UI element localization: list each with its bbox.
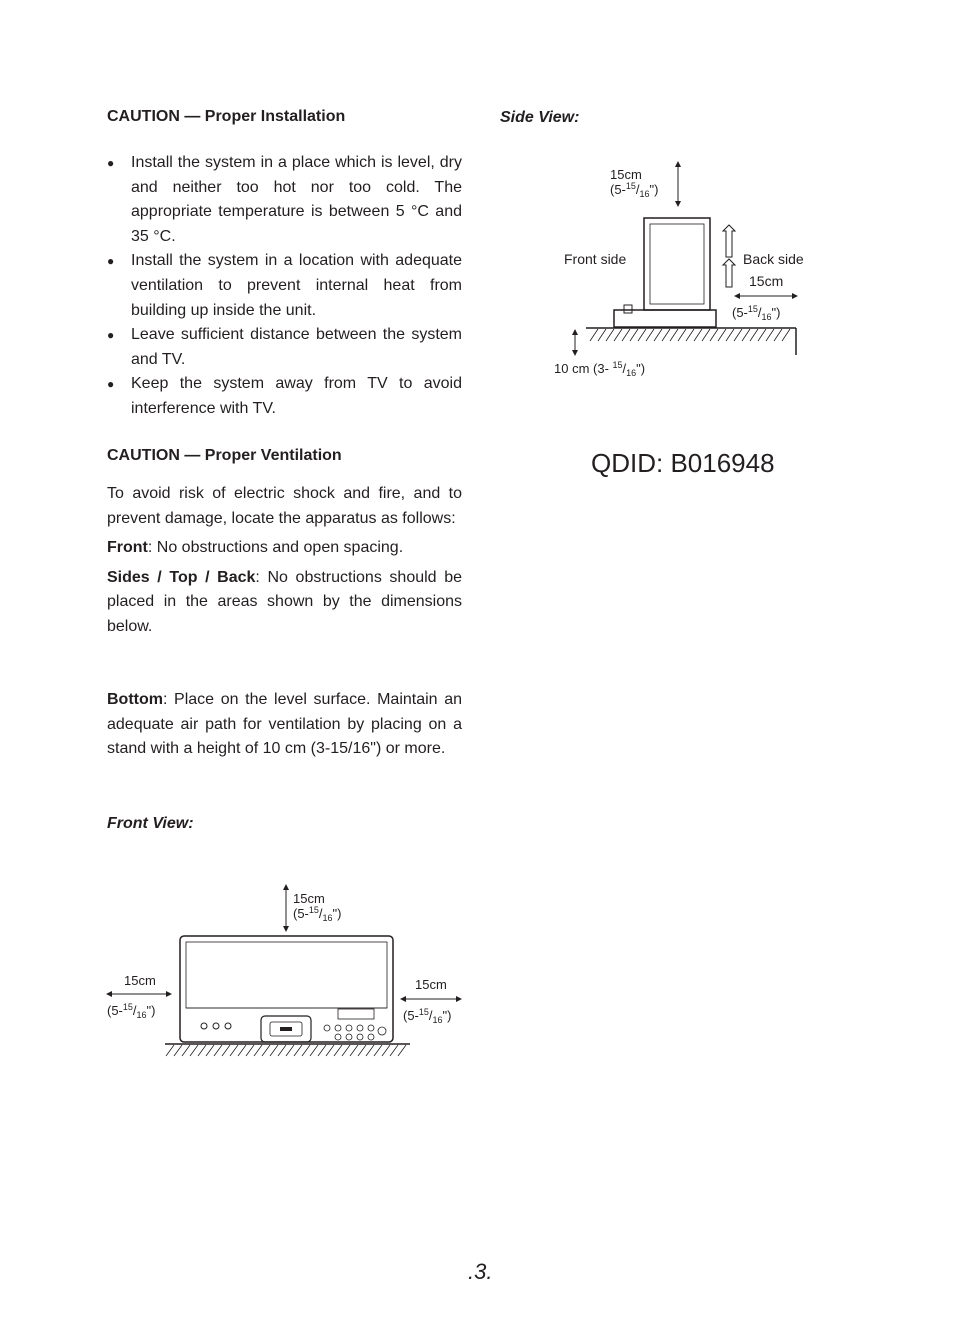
qdid-label: QDID: B016948 <box>591 448 775 478</box>
side-floor-hatch <box>590 329 790 341</box>
list-item: ● Install the system in a location with adequate ventilation to prevent internal heat from building up inside the unit. <box>107 249 462 323</box>
front-floor-hatch <box>166 1045 406 1056</box>
side-top-dim-label: 15cm <box>610 167 642 182</box>
ventilation-sides: Sides / Top / Back: No obstructions should be placed in the areas shown by the dimensions below. <box>107 568 462 635</box>
front-top-dim-inch: $(5-^{15}/_{16}")$ <box>293 905 342 923</box>
list-item: ● Leave sufficient distance between the system and TV. <box>107 323 462 372</box>
list-item: ● Keep the system away from TV to avoid interference with TV. <box>107 372 462 421</box>
side-view-diagram <box>540 155 820 385</box>
ventilation-bottom: Bottom: Place on the level surface. Maintain an adequate air path for ventilation by placing on a stand with a height of 10 cm (3-15/16") or more. <box>107 691 462 758</box>
side-top-dim-inch: $(5-^{15}/_{16}")$ <box>610 181 659 199</box>
installation-heading: CAUTION — Proper Installation <box>107 108 346 125</box>
bullet-dot: ● <box>107 377 115 392</box>
bottom-dim-label: 10 cm (3- $^{15}/_{16}$") <box>554 360 646 378</box>
ventilation-intro: To avoid risk of electric shock and fire, and to prevent damage, locate the apparatus as follows: <box>107 485 462 527</box>
ventilation-heading: CAUTION — Proper Ventilation <box>107 447 342 464</box>
back-dim-inch: $(5-^{15}/_{16}")$ <box>732 304 781 322</box>
knob-icon <box>213 1023 219 1029</box>
front-unit-body <box>180 936 393 1042</box>
installation-bullet-list <box>107 151 462 422</box>
front-side-label: Front side <box>564 251 627 267</box>
bullet-dot: ● <box>107 254 115 269</box>
front-right-dim-inch: $(5-^{15}/_{16}")$ <box>403 1007 452 1025</box>
bullet-dot: ● <box>107 156 115 170</box>
front-top-dim-label: 15cm <box>293 891 325 906</box>
front-unit-display-small <box>338 1009 374 1019</box>
side-view-title: Side View: <box>500 109 580 126</box>
front-left-dim-inch: $(5-^{15}/_{16}")$ <box>107 1002 156 1020</box>
back-side-label: Back side <box>743 251 804 267</box>
front-view-title: Front View: <box>107 815 194 832</box>
ventilation-body <box>107 482 462 645</box>
bullet-dot: ● <box>107 328 115 343</box>
list-item: ● Install the system in a place which is level, dry and neither too hot nor too cold. The appropriate temperature is between 5 °C and 35 °C. <box>107 151 462 249</box>
button-grid-icon <box>324 1025 386 1040</box>
knob-icon <box>225 1023 231 1029</box>
front-left-dim-label: 15cm <box>124 973 156 988</box>
page-number: .3. <box>468 1259 493 1284</box>
front-view-diagram <box>100 880 470 1065</box>
ventilation-front: Front: No obstructions and open spacing. <box>107 539 404 557</box>
back-dim-label: 15cm <box>749 273 784 289</box>
knob-icon <box>201 1023 207 1029</box>
front-unit-display <box>186 942 387 1008</box>
side-unit-body <box>644 218 710 310</box>
airflow-arrow-icon <box>723 225 735 287</box>
front-right-dim-label: 15cm <box>415 977 447 992</box>
